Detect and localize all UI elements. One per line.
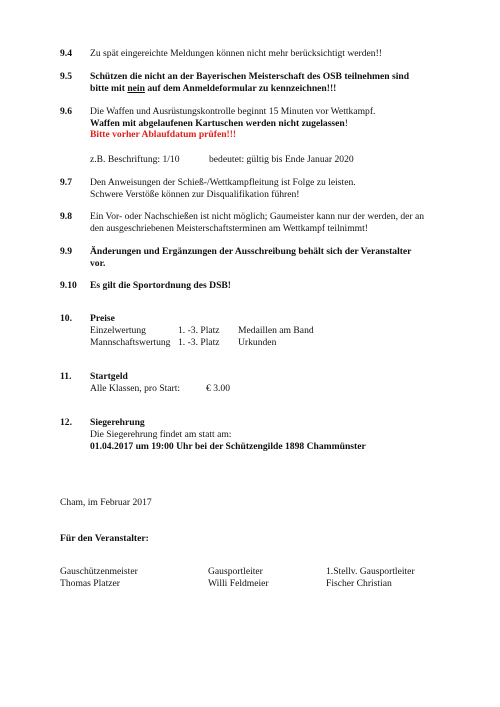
prize-row-place: 1. -3. Platz <box>178 337 220 348</box>
section-number-12: 12. <box>60 417 72 428</box>
section-title-siegerehrung: Siegerehrung <box>90 417 145 428</box>
signatory-role: Gausportleiter <box>208 566 263 577</box>
prize-row-place: 1. -3. Platz <box>178 325 220 336</box>
section-number-11: 11. <box>60 371 72 382</box>
item-text-9-8-line2: den ausgeschriebenen Meisterschaftsterminen am Wettkampf teilnimmt! <box>90 223 368 234</box>
prize-row-prize: Urkunden <box>238 337 277 348</box>
item-text-9-5-line1: Schützen die nicht an der Bayerischen Meisterschaft des OSB teilnehmen sind <box>90 71 410 82</box>
item-text-9-10: Es gilt die Sportordnung des DSB! <box>90 280 232 291</box>
signatory-role: 1.Stellv. Gausportleiter <box>326 566 415 577</box>
item-text-9-7-line2: Schwere Verstöße können zur Disqualifikation führen! <box>90 189 300 200</box>
item-text-9-6-red-warning: Bitte vorher Ablaufdatum prüfen!!! <box>90 129 237 140</box>
item-text-9-6-warning: Waffen mit abgelaufenen Kartuschen werden nicht zugelassen <box>90 118 345 129</box>
item-text-9-5-pre: bitte mit <box>90 83 128 94</box>
item-text-9-5-line2 <box>90 83 336 94</box>
ceremony-date-location: 01.04.2017 um 19:00 Uhr bei der Schützengilde 1898 Chammünster <box>90 441 366 452</box>
signatory-name: Willi Feldmeier <box>208 578 269 589</box>
item-text-9-5-post: auf dem Anmeldeformular zu kennzeichnen!!! <box>144 83 337 94</box>
item-number-9-10: 9.10 <box>60 280 77 291</box>
item-text-9-6-example-meaning: bedeutet: gültig bis Ende Januar 2020 <box>209 154 354 165</box>
prize-row-label: Mannschaftswertung <box>90 337 171 348</box>
item-number-9-9: 9.9 <box>60 246 72 257</box>
item-text-9-5-underlined: nein <box>127 83 145 94</box>
ceremony-intro: Die Siegerehrung findet am statt am: <box>90 429 232 440</box>
item-text-9-6-example-label: z.B. Beschriftung: 1/10 <box>90 154 180 165</box>
item-text-9-6-line2 <box>90 118 348 129</box>
signatory-role: Gauschützenmeister <box>60 566 138 577</box>
item-text-9-8-line1: Ein Vor- oder Nachschießen ist nicht möglich; Gaumeister kann nur der werden, der an <box>90 211 425 222</box>
signatory-name: Fischer Christian <box>326 578 392 589</box>
prize-row-label: Einzelwertung <box>90 325 146 336</box>
item-number-9-5: 9.5 <box>60 71 72 82</box>
item-text-9-6-tail: ! <box>344 118 348 129</box>
item-text-9-6-line1: Die Waffen und Ausrüstungskontrolle beginnt 15 Minuten vor Wettkampf. <box>90 106 376 117</box>
signatory-name: Thomas Platzer <box>60 578 120 589</box>
entry-fee-label: Alle Klassen, pro Start: <box>90 383 181 394</box>
item-text-9-7-line1: Den Anweisungen der Schieß-/Wettkampfleitung ist Folge zu leisten. <box>90 177 356 188</box>
section-title-startgeld: Startgeld <box>90 371 128 382</box>
item-number-9-6: 9.6 <box>60 106 72 117</box>
place-date: Cham, im Februar 2017 <box>60 497 152 508</box>
item-text-9-4: Zu spät eingereichte Meldungen können nicht mehr berücksichtigt werden!! <box>90 48 382 59</box>
section-number-10: 10. <box>60 313 72 324</box>
prize-row-prize: Medaillen am Band <box>238 325 314 336</box>
item-text-9-9-line1: Änderungen und Ergänzungen der Ausschreibung behält sich der Veranstalter <box>90 246 412 257</box>
item-number-9-4: 9.4 <box>60 48 72 59</box>
item-number-9-8: 9.8 <box>60 211 72 222</box>
entry-fee-amount: € 3.00 <box>206 383 230 394</box>
organizer-label: Für den Veranstalter: <box>60 533 149 544</box>
item-text-9-9-line2: vor. <box>90 258 106 269</box>
section-title-preise: Preise <box>90 313 115 324</box>
item-number-9-7: 9.7 <box>60 177 72 188</box>
